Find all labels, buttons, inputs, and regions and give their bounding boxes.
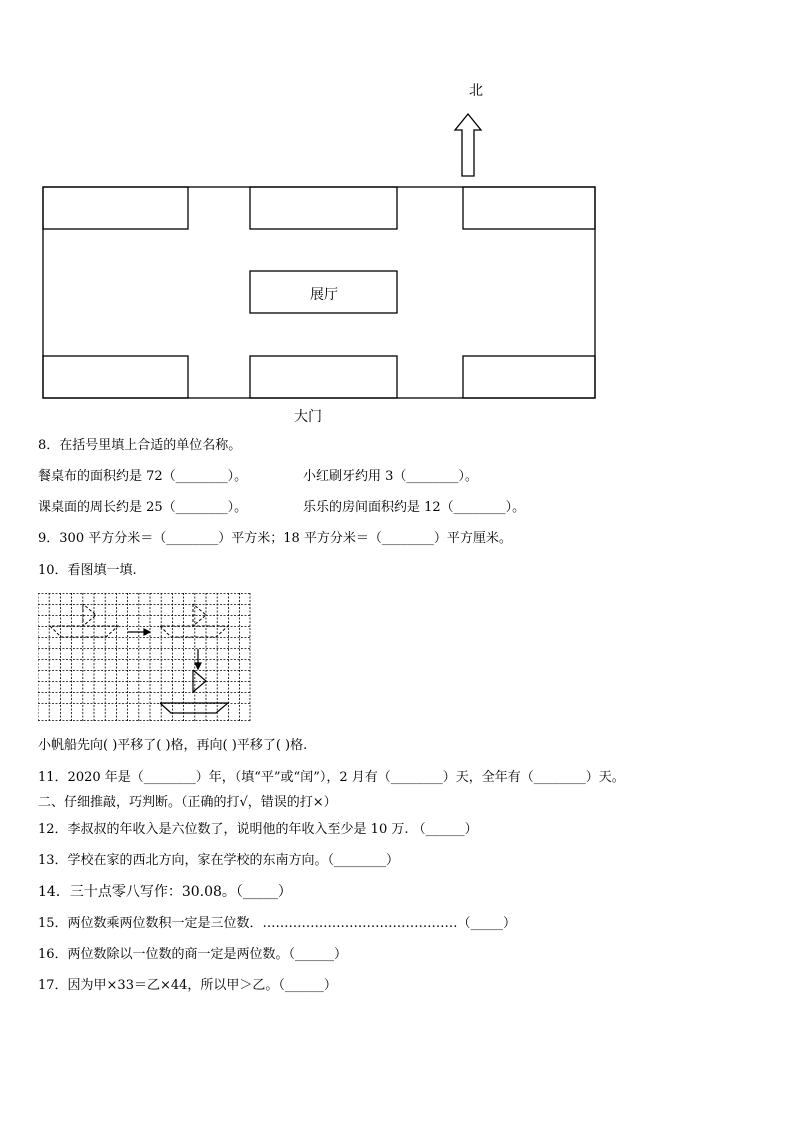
q17: 17．因为甲×33＝乙×44，所以甲＞乙。（______）: [38, 978, 337, 993]
building-bottom-left: [43, 356, 188, 398]
q15: 15．两位数乘两位数积一定是三位数．………………………………………（_____）: [38, 916, 517, 931]
boat-grid-figure: [38, 593, 252, 723]
q8-row1-right: 小红刷牙约用 3（________）。: [303, 469, 478, 484]
north-label: 北: [469, 83, 483, 99]
q8-row2-right: 乐乐的房间面积约是 12（________）。: [303, 500, 526, 515]
building-top-right: [463, 187, 595, 229]
q13: 13．学校在家的西北方向，家在学校的东南方向。（________）: [38, 853, 400, 868]
gate-label: 大门: [294, 409, 322, 425]
building-top-middle: [250, 187, 397, 229]
q9: 9．300 平方分米＝（________）平方米；18 平方分米＝（________）平方厘米。: [38, 531, 512, 546]
section-2-heading: 二、仔细推敲，巧判断。（正确的打√，错误的打×）: [38, 795, 337, 810]
boat-shifted-right: [160, 604, 228, 637]
north-arrow-icon: [455, 114, 481, 176]
q8-row1-left: 餐桌布的面积约是 72（________）。: [38, 469, 248, 484]
q8-row2-left: 课桌面的周长约是 25（________）。: [38, 500, 248, 515]
q10-title: 10．看图填一填.: [38, 563, 137, 578]
q11: 11．2020 年是（________）年，（填“平”或“闰”），2 月有（________）天，全年有（________）天。: [38, 770, 625, 785]
boat-final: [160, 670, 228, 713]
map-figure: [0, 0, 794, 410]
hall-label: 展厅: [310, 287, 338, 303]
q14: 14．三十点零八写作：30.08。（_____）: [38, 884, 292, 900]
q8-title: 8．在括号里填上合适的单位名称。: [38, 438, 242, 453]
building-bottom-right: [463, 356, 595, 398]
building-bottom-middle: [250, 356, 397, 398]
building-top-left: [43, 187, 188, 229]
arrow-down-icon: [195, 649, 201, 669]
q12: 12．李叔叔的年收入是六位数了，说明他的年收入至少是 10 万. （______）: [38, 822, 478, 837]
q10-answer-line: 小帆船先向( )平移了( )格，再向( )平移了( )格.: [38, 738, 308, 753]
q16: 16．两位数除以一位数的商一定是两位数。（______）: [38, 947, 348, 962]
